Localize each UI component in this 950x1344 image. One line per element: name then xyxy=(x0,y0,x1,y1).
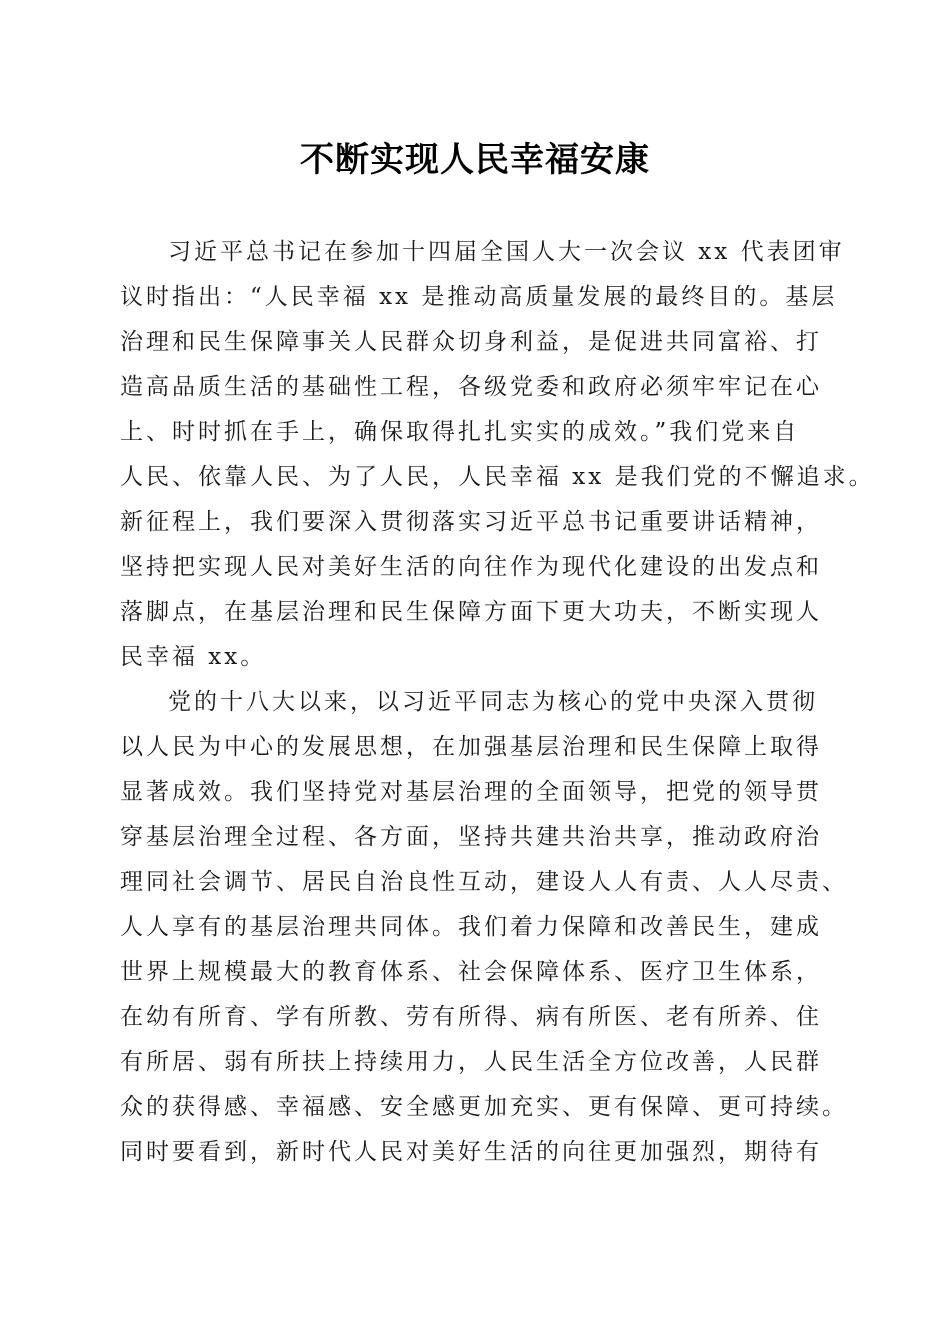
paragraph-1-line-3: 治理和民生保障事关人民群众切身利益，是促进共同富裕、打 xyxy=(120,329,822,355)
paragraph-2-line-8: 在幼有所育、学有所教、劳有所得、病有所医、老有所养、住 xyxy=(120,1004,822,1030)
paragraph-1-line-6: 人民、依靠人民、为了人民，人民幸福 xx 是我们党的不懈追求。 xyxy=(120,464,875,490)
paragraph-2-line-2: 以人民为中心的发展思想，在加强基层治理和民生保障上取得 xyxy=(120,734,822,760)
paragraph-2-line-6: 人人享有的基层治理共同体。我们着力保障和改善民生，建成 xyxy=(120,914,822,940)
paragraph-1-line-1: 习近平总书记在参加十四届全国人大一次会议 xx 代表团审 xyxy=(168,239,845,265)
paragraph-1-line-10: 民幸福 xx。 xyxy=(120,644,267,670)
document-body xyxy=(120,230,875,1175)
paragraph-1-line-7: 新征程上，我们要深入贯彻落实习近平总书记重要讲话精神， xyxy=(120,509,822,535)
paragraph-2-line-11: 同时要看到，新时代人民对美好生活的向往更加强烈，期待有 xyxy=(120,1139,822,1165)
paragraph-2-line-10: 众的获得感、幸福感、安全感更加充实、更有保障、更可持续。 xyxy=(120,1094,848,1120)
paragraph-2-line-1: 党的十八大以来，以习近平同志为核心的党中央深入贯彻 xyxy=(168,689,818,715)
paragraph-2-line-4: 穿基层治理全过程、各方面，坚持共建共治共享，推动政府治 xyxy=(120,824,822,850)
paragraph-1-line-5: 上、时时抓在手上，确保取得扎扎实实的成效。”我们党来自 xyxy=(120,419,800,445)
paragraph-2-line-7: 世界上规模最大的教育体系、社会保障体系、医疗卫生体系， xyxy=(120,959,822,985)
paragraph-1-line-9: 落脚点，在基层治理和民生保障方面下更大功夫，不断实现人 xyxy=(120,599,822,625)
paragraph-1-line-8: 坚持把实现人民对美好生活的向往作为现代化建设的出发点和 xyxy=(120,554,822,580)
paragraph-1-line-2: 议时指出：“人民幸福 xx 是推动高质量发展的最终目的。基层 xyxy=(120,284,838,310)
paragraph-2-line-5: 理同社会调节、居民自治良性互动，建设人人有责、人人尽责、 xyxy=(120,869,848,895)
document-title: 不断实现人民幸福安康 xyxy=(300,140,650,180)
paragraph-1-line-4: 造高品质生活的基础性工程，各级党委和政府必须牢牢记在心 xyxy=(120,374,822,400)
paragraph-2-line-3: 显著成效。我们坚持党对基层治理的全面领导，把党的领导贯 xyxy=(120,779,822,805)
paragraph-2-line-9: 有所居、弱有所扶上持续用力，人民生活全方位改善，人民群 xyxy=(120,1049,822,1075)
